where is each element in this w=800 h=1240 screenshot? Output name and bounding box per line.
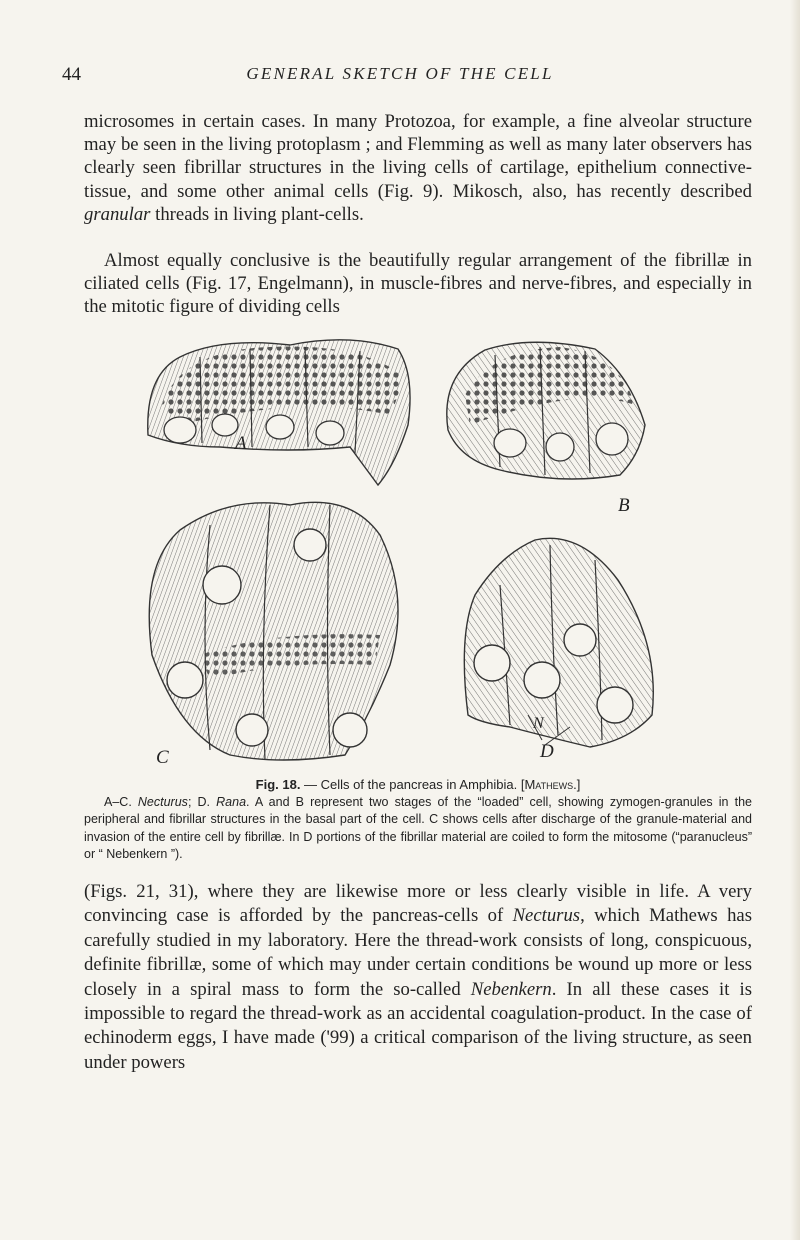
panel-label-a: A [235,433,247,454]
figure-18 [140,335,750,775]
panel-d-drawing [464,538,653,747]
caption-italic-rana: Rana [216,794,247,809]
panel-label-c: C [156,747,169,768]
paragraph-3-text-b: , which Mathews has carefully studied in my laboratory. Here the thread-work consists of long, conspicuous, definite fibrillæ, some of which may under certain conditions be wound up more or less closely in a spiral mass to form the so-called [84,905,752,1000]
caption-text: . A and B represent two stages of the “loaded” cell, showing zymogen-granules in the peripheral and fibrillar structures in the basal part of the cell. C shows cells after discharge of the granule-material and invasion of the entire cell by fibrillæ. In D portions of the fibrillar material are coiled to form the mitosome (“paranucleus” or “ Nebenkern ”). [84,794,752,862]
figure-caption [84,776,752,864]
paragraph-1-italic-granular: granular [84,203,151,225]
running-title: GENERAL SKETCH OF THE CELL [246,64,554,83]
paragraph-1-text-a: microsomes in certain cases. In many Protozoa, for example, a fine alveolar structure may be seen in the living protoplasm ; and Flemming as well as many later observers has clearly seen fibrillar structures in the living cells of cartilage, epithelium connective-tissue, and some other animal cells (Fig. 9). Mikosch, also, has recently described [84,111,752,202]
caption-title-line [84,776,752,794]
paragraph-1 [84,110,752,226]
caption-italic-necturus: Necturus [137,794,188,809]
page-edge-shadow [790,0,800,1240]
paragraph-3-italic-necturus: Necturus [512,905,581,927]
paragraph-2: Almost equally conclusive is the beautifully regular arrangement of the fibrillæ in ciliated cells (Fig. 17, Engelmann), in muscle-fibres and nerve-fibres, and especially in the mitotic figure of dividing cells [84,250,752,318]
paragraph-3-text-c: . In all these cases it is impossible to regard the thread-work as an accidental coagulation-product. In the case of echinoderm eggs, I have made ('99) a critical comparison of the living structure, as seen under powers [84,978,752,1073]
page-number: 44 [62,64,81,85]
figure-18-illustration [140,335,750,775]
paragraph-3-text-a: (Figs. 21, 31), where they are likewise more or less clearly visible in life. A very convincing case is afforded by the pancreas-cells of [84,881,752,927]
caption-credit: Mathews [524,777,574,792]
running-head [0,64,800,90]
caption-sep: ; D. [187,794,217,809]
caption-body [84,794,752,864]
panel-label-d: D [540,741,554,762]
panel-a-drawing [148,340,410,485]
panel-label-n: N [533,715,544,732]
caption-prefix: A–C. [104,794,138,809]
caption-credit-end: .] [573,777,581,792]
caption-title: — Cells of the pancreas in Amphibia. [ [300,777,525,792]
paragraph-3 [84,880,752,1075]
paragraph-3-italic-nebenkern: Nebenkern [470,978,552,1000]
paragraph-1-text-b: threads in living plant-cells. [150,203,364,225]
panel-b-drawing [447,342,645,479]
panel-c-drawing [149,502,398,760]
caption-fig-number: Fig. 18. [255,777,301,792]
panel-label-b: B [618,495,630,516]
